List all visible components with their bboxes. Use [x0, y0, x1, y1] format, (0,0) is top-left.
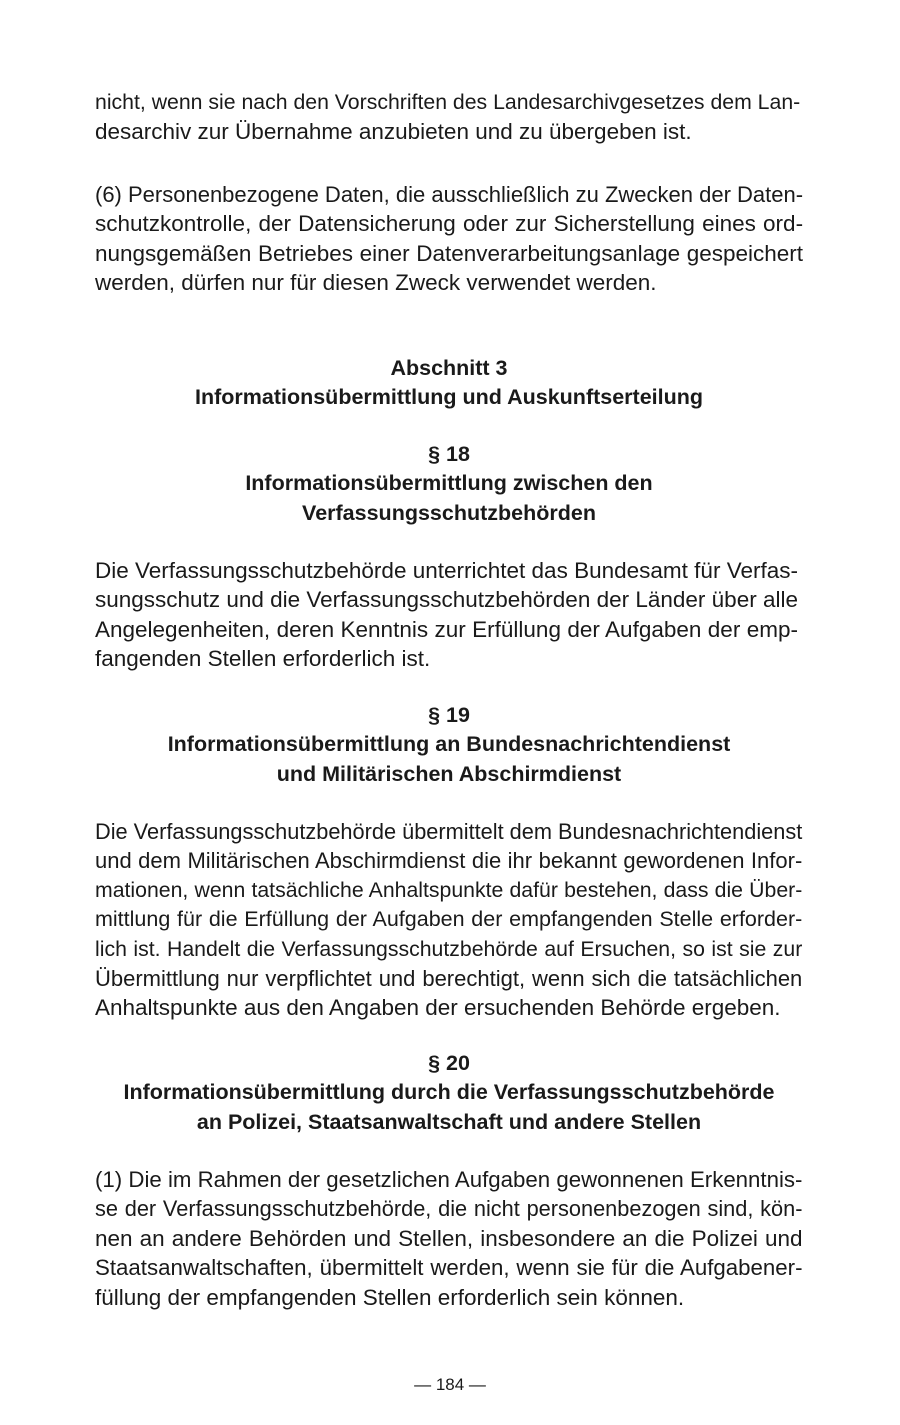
- text-line: (6) Personenbezogene Daten, die ausschließlich zu Zwecken der Daten-: [95, 182, 804, 207]
- text-line: desarchiv zur Übernahme anzubieten und zu übergeben ist.: [95, 119, 692, 145]
- text-line: werden, dürfen nur für diesen Zweck verwendet werden.: [95, 270, 657, 296]
- paragraph-19-body: [95, 817, 802, 1023]
- text-line: Übermittlung nur verpflichtet und berechtigt, wenn sich die tatsächlichen: [95, 965, 803, 991]
- paragraph-20-body: [95, 1165, 802, 1312]
- section-heading: [95, 354, 803, 413]
- text-line: schutzkontrolle, der Datensicherung oder zur Sicherstellung eines ord-: [95, 211, 804, 237]
- paragraph-19-heading: [95, 701, 803, 789]
- paragraph-18-body: [95, 556, 798, 674]
- section-label: Abschnitt 3: [390, 356, 508, 380]
- paragraph-title-line: Verfassungsschutzbehörden: [302, 500, 596, 525]
- page-number: — 184 —: [414, 1375, 486, 1394]
- paragraph-title-line: und Militärischen Abschirmdienst: [276, 761, 622, 786]
- text-line: Die Verfassungsschutzbehörde übermittelt dem Bundesnachrichtendienst: [95, 819, 803, 844]
- text-line: fangenden Stellen erforderlich ist.: [95, 646, 431, 672]
- paragraph-title-line: Informationsübermittlung an Bundesnachrichtendienst: [167, 732, 731, 757]
- text-line: Die Verfassungsschutzbehörde unterrichtet das Bundesamt für Verfas-: [95, 558, 798, 583]
- paragraph-title-line: Informationsübermittlung zwischen den: [245, 471, 653, 496]
- text-line: mittlung für die Erfüllung der Aufgaben der empfangenden Stelle erforder-: [95, 907, 803, 932]
- paragraph-number: § 18: [428, 442, 470, 466]
- paragraph-continued: [95, 88, 800, 147]
- paragraph-6: [95, 180, 803, 298]
- section-title: Informationsübermittlung und Auskunftserteilung: [194, 385, 704, 410]
- paragraph-number: § 20: [428, 1051, 470, 1075]
- text-line: füllung der empfangenden Stellen erforderlich sein können.: [95, 1284, 685, 1310]
- text-line: und dem Militärischen Abschirmdienst die ihr bekannt gewordenen Infor-: [95, 848, 803, 874]
- paragraph-title-line: an Polizei, Staatsanwaltschaft und andere Stellen: [196, 1109, 702, 1134]
- paragraph-number: § 19: [428, 703, 470, 727]
- text-line: (1) Die im Rahmen der gesetzlichen Aufgaben gewonnenen Erkenntnis-: [95, 1167, 803, 1192]
- paragraph-18-heading: [95, 440, 803, 528]
- text-line: nen an andere Behörden und Stellen, insbesondere an die Polizei und: [95, 1225, 803, 1251]
- text-line: lich ist. Handelt die Verfassungsschutzbehörde auf Ersuchen, so ist sie zur: [95, 936, 803, 961]
- paragraph-title-line: Informationsübermittlung durch die Verfassungsschutzbehörde: [123, 1080, 775, 1105]
- paragraph-20-heading: [95, 1049, 803, 1137]
- text-line: mationen, wenn tatsächliche Anhaltspunkte dafür bestehen, dass die Über-: [95, 877, 803, 902]
- text-line: Anhaltspunkte aus den Angaben der ersuchenden Behörde ergeben.: [95, 995, 781, 1021]
- text-line: nicht, wenn sie nach den Vorschriften des Landesarchivgesetzes dem Lan-: [95, 90, 801, 114]
- text-line: Staatsanwaltschaften, übermittelt werden, wenn sie für die Aufgabener-: [95, 1255, 803, 1281]
- text-line: nungsgemäßen Betriebes einer Datenverarbeitungsanlage gespeichert: [95, 240, 804, 266]
- text-line: sungsschutz und die Verfassungsschutzbehörden der Länder über alle: [95, 587, 798, 613]
- text-line: se der Verfassungsschutzbehörde, die nicht personenbezogen sind, kön-: [95, 1196, 803, 1222]
- text-line: Angelegenheiten, deren Kenntnis zur Erfüllung der Aufgaben der emp-: [95, 616, 798, 642]
